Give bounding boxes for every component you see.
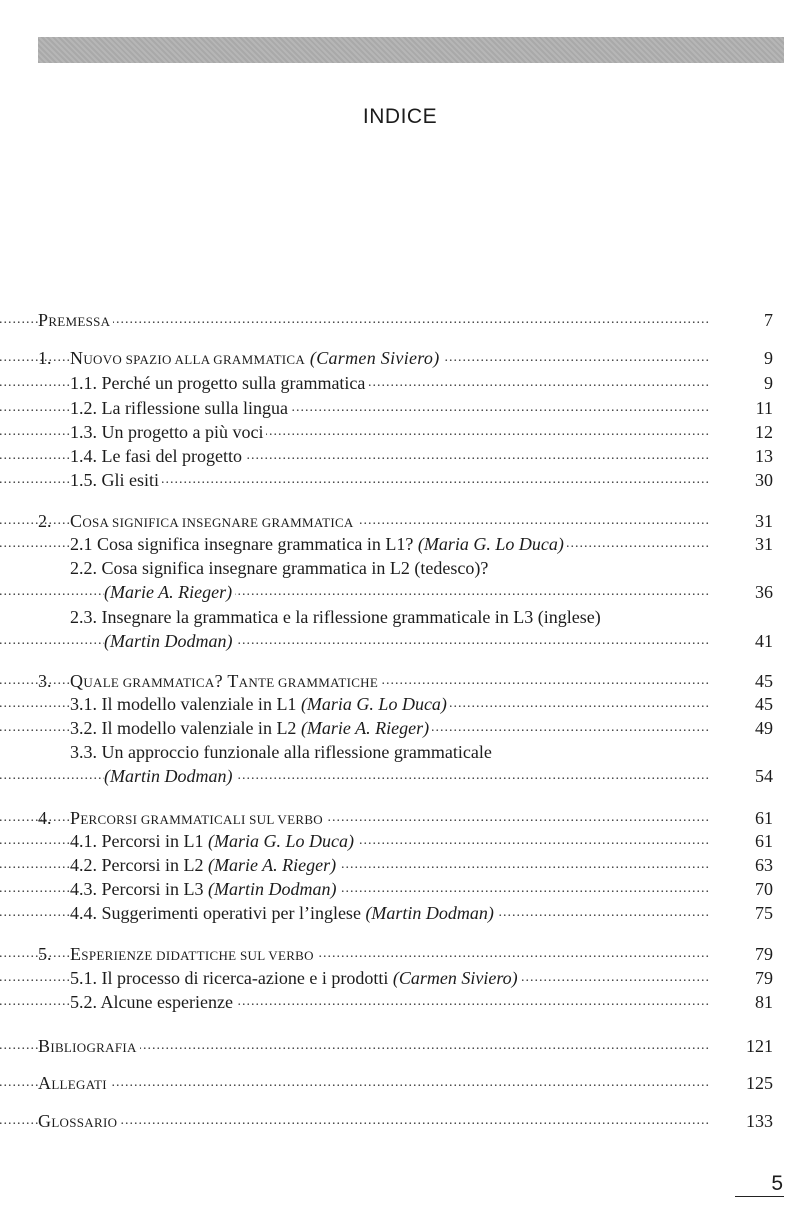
toc-page-4-3: 70 (755, 879, 773, 899)
toc-page-chapter-5: 79 (755, 944, 773, 964)
toc-entry-chapter-1[interactable]: ..... NUOVO SPAZIO ALLA GRAMMATICA (Carmen Siviero) (70, 346, 710, 370)
toc-page-4-2: 63 (755, 855, 773, 875)
toc-entry-premessa[interactable]: ..... PREMESSA (38, 308, 710, 332)
toc-page-4-1: 61 (755, 831, 773, 851)
toc-entry-chapter-2[interactable]: ..... COSA SIGNIFICA INSEGNARE GRAMMATICA (70, 509, 710, 533)
toc-page-3-2: 49 (755, 718, 773, 738)
toc-page-2-1: 31 (755, 534, 773, 554)
page-number: 5 (771, 1172, 783, 1195)
toc-entry-5-1[interactable]: ..... 5.1. Il processo di ricerca-azione e i prodotti (Carmen Siviero) (70, 966, 710, 990)
toc-page-1-5: 30 (755, 470, 773, 490)
toc-page-premessa: 7 (764, 310, 773, 330)
toc-page-chapter-2: 31 (755, 511, 773, 531)
toc-entry-2-1[interactable]: ..... 2.1 Cosa significa insegnare grammatica in L1? (Maria G. Lo Duca) (70, 532, 710, 556)
toc-entry-4-3[interactable]: ..... 4.3. Percorsi in L3 (Martin Dodman) (70, 877, 710, 901)
toc-entry-1-4[interactable]: ..... 1.4. Le fasi del progetto (70, 444, 710, 468)
toc-page-1-2: 11 (755, 398, 773, 418)
toc-page-bibliografia: 121 (746, 1036, 773, 1056)
toc-entry-4-2[interactable]: ..... 4.2. Percorsi in L2 (Marie A. Rieger) (70, 853, 710, 877)
toc-entry-3-2[interactable]: ..... 3.2. Il modello valenziale in L2 (Marie A. Rieger) (70, 716, 710, 740)
toc-entry-chapter-4[interactable]: ..... PERCORSI GRAMMATICALI SUL VERBO (70, 806, 710, 830)
toc-entry-1-2[interactable]: ..... 1.2. La riflessione sulla lingua (70, 396, 710, 420)
toc-entry-1-1[interactable]: ..... 1.1. Perché un progetto sulla grammatica (70, 371, 710, 395)
toc-page-4-4: 75 (755, 903, 773, 923)
toc-page-5-1: 79 (755, 968, 773, 988)
toc-entry-1-5[interactable]: ..... 1.5. Gli esiti (70, 468, 710, 492)
toc-entry-2-2-author[interactable]: ..... (Marie A. Rieger) (104, 580, 710, 604)
toc-entry-2-2[interactable]: 2.2. Cosa significa insegnare grammatica in L2 (tedesco)? (70, 556, 710, 580)
toc-entry-1-3[interactable]: ..... 1.3. Un progetto a più voci (70, 420, 710, 444)
toc-entry-allegati[interactable]: ..... ALLEGATI (38, 1071, 710, 1095)
toc-page-3-3: 54 (755, 766, 773, 786)
toc-page-5-2: 81 (755, 992, 773, 1012)
toc-page-chapter-4: 61 (755, 808, 773, 828)
toc-page-1-1: 9 (764, 373, 773, 393)
toc-page-2-2: 36 (755, 582, 773, 602)
chapter-number: 4. (38, 808, 52, 828)
toc-entry-chapter-5[interactable]: ..... ESPERIENZE DIDATTICHE SUL VERBO (70, 942, 710, 966)
toc-entry-4-1[interactable]: ..... 4.1. Percorsi in L1 (Maria G. Lo Duca) (70, 829, 710, 853)
toc-page-glossario: 133 (746, 1111, 773, 1131)
toc-entry-chapter-3[interactable]: ..... QUALE GRAMMATICA? TANTE GRAMMATICHE (70, 669, 710, 693)
toc-page-allegati: 125 (746, 1073, 773, 1093)
chapter-number: 5. (38, 944, 52, 964)
toc-page-2-3: 41 (755, 631, 773, 651)
chapter-number: 1. (38, 348, 52, 368)
toc-entry-3-3-author[interactable]: ..... (Martin Dodman) (104, 764, 710, 788)
toc-page-chapter-1: 9 (764, 348, 773, 368)
toc-entry-bibliografia[interactable]: ..... BIBLIOGRAFIA (38, 1034, 710, 1058)
page-title: INDICE (362, 105, 438, 128)
toc-page-3-1: 45 (755, 694, 773, 714)
toc-entry-5-2[interactable]: ..... 5.2. Alcune esperienze (70, 990, 710, 1014)
toc-page-1-4: 13 (755, 446, 773, 466)
page-number-rule (735, 1196, 784, 1197)
toc-entry-3-1[interactable]: ..... 3.1. Il modello valenziale in L1 (Maria G. Lo Duca) (70, 692, 710, 716)
toc-entry-2-3[interactable]: 2.3. Insegnare la grammatica e la riflessione grammaticale in L3 (inglese) (70, 605, 710, 629)
toc-page-1-3: 12 (755, 422, 773, 442)
toc-entry-4-4[interactable]: ..... 4.4. Suggerimenti operativi per l’inglese (Martin Dodman) (70, 901, 710, 925)
toc-entry-2-3-author[interactable]: ..... (Martin Dodman) (104, 629, 710, 653)
toc-entry-3-3[interactable]: 3.3. Un approccio funzionale alla riflessione grammaticale (70, 740, 710, 764)
chapter-number: 2. (38, 511, 52, 531)
chapter-number: 3. (38, 671, 52, 691)
toc-entry-glossario[interactable]: ..... GLOSSARIO (38, 1109, 710, 1133)
toc-page-chapter-3: 45 (755, 671, 773, 691)
